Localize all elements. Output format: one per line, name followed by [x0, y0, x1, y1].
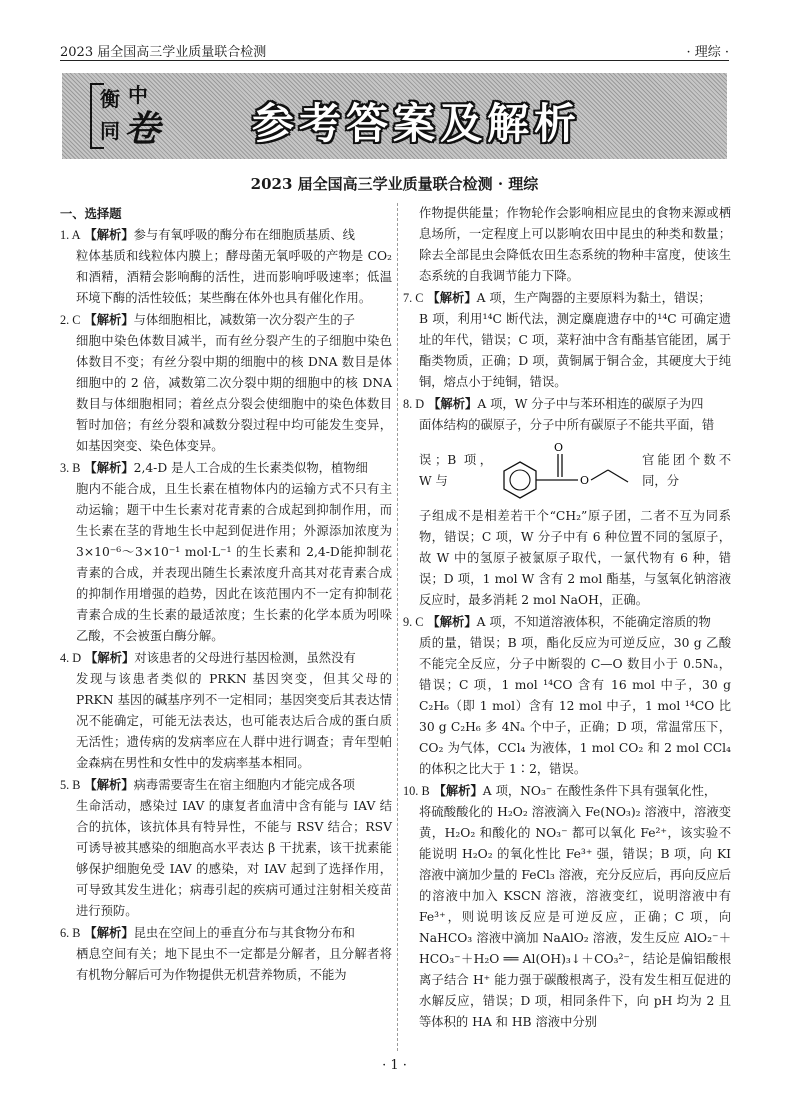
answer-text: 2,4-D 是人工合成的生长素类似物，植物细 — [133, 461, 368, 475]
answer-text: 将硫酸酸化的 H₂O₂ 溶液滴入 Fe(NO₃)₂ 溶液中，溶液变黄，H₂O₂ 和酸化的 NO₃⁻ 都可以氧化 Fe²⁺，该实验不能说明 H₂O₂ 的氧化性比 Fe³⁺ 强，错误；B 项，向 KI 溶液中滴加少量的 FeCl₃ 溶液，充分反应后，再向反应后的溶液中加入 KSCN 溶液，溶液变红，说明溶液中有 Fe³⁺，则说明该反应是可逆反应，正确；C 项，向 NaHCO₃ 溶液中滴加 NaAlO₂ 溶液，发生反应 AlO₂⁻＋HCO₃⁻＋H₂O ══ Al(OH)₃↓＋CO₃²⁻，结论是偏铝酸根离子结合 H⁺ 能力强于碳酸根离子，没有发生相互促进的水解反应，错误；D 项，相同条件下，向 pH 均为 2 且等体积的 HA 和 HB 溶液中分别 — [419, 805, 731, 1029]
analysis-tag: 【解析】 — [84, 227, 134, 242]
page-number: · 1 · — [382, 1058, 407, 1073]
answer-item-9 — [403, 611, 731, 780]
answer-number: 2. C — [60, 313, 81, 327]
answer-item-8 — [403, 393, 731, 611]
answer-number: 6. B — [60, 926, 81, 940]
answer-text: 昆虫在空间上的垂直分布与其食物分布和 — [133, 926, 355, 940]
answer-text: 粒体基质和线粒体内膜上；酵母菌无氧呼吸的产物是 CO₂ 和酒精，酒精会影响酶的活性，进而影响呼吸速率；低温环境下酶的活性较低；某些酶在体外也具有催化作用。 — [76, 249, 392, 305]
answer-text: 面体结构的碳原子，分子中所有碳原子不能共平面，错 — [419, 418, 715, 432]
answer-text: 发现与该患者类似的 PRKN 基因突变，但其父母的 PRKN 基因的碱基序列不一定相同；基因突变后其表达情况不能确定，可能无法表达，也可能表达后合成的蛋白质无活性；遗传病的发病率应在人群中进行调查；青年型帕金森病在男性和女性中的发病率基本相同。 — [76, 672, 392, 770]
header-subject: · 理综 · — [686, 45, 729, 60]
logo-char-zhong: 中 — [128, 83, 148, 107]
analysis-tag: 【解析】 — [84, 460, 134, 475]
answer-item-5 — [60, 774, 392, 922]
ester-structure-diagram — [492, 440, 642, 502]
analysis-tag: 【解析】 — [84, 312, 134, 327]
answer-text: 栖息空间有关；地下昆虫不一定都是分解者，且分解者将有机物分解后可为作物提供无机营养物质，不能为 — [76, 947, 392, 982]
answer-text: 官能团个数不同，分 — [642, 453, 731, 488]
answer-item-1 — [60, 224, 392, 309]
structural-formula-line — [403, 438, 731, 504]
answer-number: 8. D — [403, 397, 425, 411]
answer-number: 10. B — [403, 784, 430, 798]
column-divider — [397, 203, 398, 1051]
answer-text: 误；B 项，W 与 — [419, 453, 493, 488]
answer-text: 对该患者的父母进行基因检测，虽然没有 — [134, 651, 356, 665]
answer-text: 子组成不是相差若干个“CH₂”原子团，二者不互为同系物，错误；C 项，W 分子中有 6 种位置不同的氢原子，故 W 中的氢原子被氯原子取代，一氯代物有 6 种，错误；D 项，1 mol W 含有 2 mol 酯基，与氢氧化钠溶液反应时，最多消耗 2 mol NaOH，正确。 — [419, 509, 731, 607]
hengzhong-logo — [88, 79, 162, 151]
analysis-tag: 【解析】 — [433, 783, 483, 798]
header-exam-name: 2023 届全国高三学业质量联合检测 — [60, 45, 267, 60]
title-banner — [62, 73, 727, 159]
answer-text: 质的量，错误；B 项，酯化反应为可逆反应，30 g 乙酸不能完全反应，分子中断裂的 C—O 数目小于 0.5Nₐ，错误；C 项，1 mol ¹⁴CO 含有 16 mol 中子，30 g C₂H₆（即 1 mol）含有 12 mol 中子，1 mol ¹⁴CO 比 30 g C₂H₆ 多 4Nₐ 个中子，正确；D 项，常温常压下，CO₂ 为气体，CCl₄ 为液体，1 mol CO₂ 和 2 mol CCl₄ 的体积之比大于 1∶2，错误。 — [419, 636, 731, 776]
answer-text: A 项，NO₃⁻ 在酸性条件下具有强氧化性， — [482, 784, 717, 798]
oxygen-label: O — [554, 441, 564, 454]
analysis-tag: 【解析】 — [427, 614, 477, 629]
answer-item-6-continued — [403, 203, 731, 287]
answer-text: 胞内不能合成，且生长素在植物体内的运输方式不只有主动运输；题干中生长素对花青素的合成起到抑制作用，而生长素在茎的背地生长中起到促进作用；外源添加浓度为 3×10⁻⁶～3×10⁻¹ mol·L⁻¹ 的生长素和 2,4-D能抑制花青素的合成，并表现出随生长素浓度升高其对花青素合成的抑制作用增强的趋势，因此在该范围内不一定有抑制花青素合成的生长素的最适浓度；生长素的化学本质为吲哚乙酸，不会被蛋白酶分解。 — [76, 482, 392, 643]
answer-number: 4. D — [60, 651, 82, 665]
right-column — [403, 203, 731, 1033]
answer-text: A 项，生产陶器的主要原料为黏土，错误； — [476, 291, 711, 305]
answer-number: 5. B — [60, 778, 81, 792]
answer-text: 生命活动，感染过 IAV 的康复者血清中含有能与 IAV 结合的抗体，该抗体具有特异性，不能与 RSV 结合；RSV 可诱导被其感染的细胞高水平表达 β 干扰素，该干扰素能够保护细胞免受 IAV 的感染，对 IAV 起到了选择作用，可导致其发生进化；病毒引起的疾病可通过注射相关疫苗进行预防。 — [76, 799, 392, 918]
section-heading: 一、选择题 — [60, 206, 122, 221]
logo-char-juan: 卷 — [124, 108, 161, 150]
document-title: 2023 届全国高三学业质量联合检测 · 理综 — [250, 175, 539, 193]
analysis-tag: 【解析】 — [84, 925, 134, 940]
answer-text: 参与有氧呼吸的酶分布在细胞质基质、线 — [133, 228, 355, 242]
page-header — [60, 40, 729, 61]
analysis-tag: 【解析】 — [427, 290, 477, 305]
answer-text: 细胞中染色体数目减半，而有丝分裂产生的子细胞中染色体数目不变；有丝分裂中期的细胞中的核 DNA 数目是体细胞中的 2 倍，减数第二次分裂中期的细胞中的核 DNA 数目与体细胞相同；着丝点分裂会使细胞中的染色体数目暂时加倍；有丝分裂和减数分裂过程中均可能发生变异，如基因突变、染色体变异。 — [76, 334, 392, 453]
answer-text: B 项，利用¹⁴C 断代法，测定麋鹿遗存中的¹⁴C 可确定遗址的年代，错误；C 项，菜籽油中含有酯基官能团，属于酯类物质，正确；D 项，黄铜属于铜合金，其硬度大于纯铜，熔点小于纯铜，错误。 — [419, 312, 731, 389]
logo-char-tong: 同 — [100, 119, 120, 143]
logo-char-heng: 衡 — [100, 87, 120, 111]
answer-number: 1. A — [60, 228, 81, 242]
oxygen-label: O — [580, 474, 590, 487]
analysis-tag: 【解析】 — [85, 650, 135, 665]
left-column — [60, 203, 392, 986]
answer-item-10 — [403, 780, 731, 1033]
answer-number: 7. C — [403, 291, 424, 305]
answer-number: 9. C — [403, 615, 424, 629]
answer-text: 病毒需要寄生在宿主细胞内才能完成各项 — [133, 778, 355, 792]
answer-text: A 项，W 分子中与苯环相连的碳原子为四 — [477, 397, 704, 411]
banner-title: 参考答案及解析 — [252, 99, 582, 148]
answer-text: 作物提供能量；作物轮作会影响相应昆虫的食物来源或栖息场所，一定程度上可以影响农田中昆虫的种类和数量；除去全部昆虫会降低农田生态系统的物种丰富度，使该生态系统的自我调节能力下降。 — [419, 206, 731, 283]
answer-item-7 — [403, 287, 731, 393]
analysis-tag: 【解析】 — [428, 396, 478, 411]
answer-item-6 — [60, 922, 392, 986]
answer-text: A 项，不知道溶液体积，不能确定溶质的物 — [476, 615, 711, 629]
analysis-tag: 【解析】 — [84, 777, 134, 792]
answer-item-3 — [60, 457, 392, 647]
answer-item-2 — [60, 309, 392, 457]
answer-item-4 — [60, 647, 392, 774]
answer-text: 与体细胞相比，减数第一次分裂产生的子 — [133, 313, 355, 327]
answer-number: 3. B — [60, 461, 81, 475]
